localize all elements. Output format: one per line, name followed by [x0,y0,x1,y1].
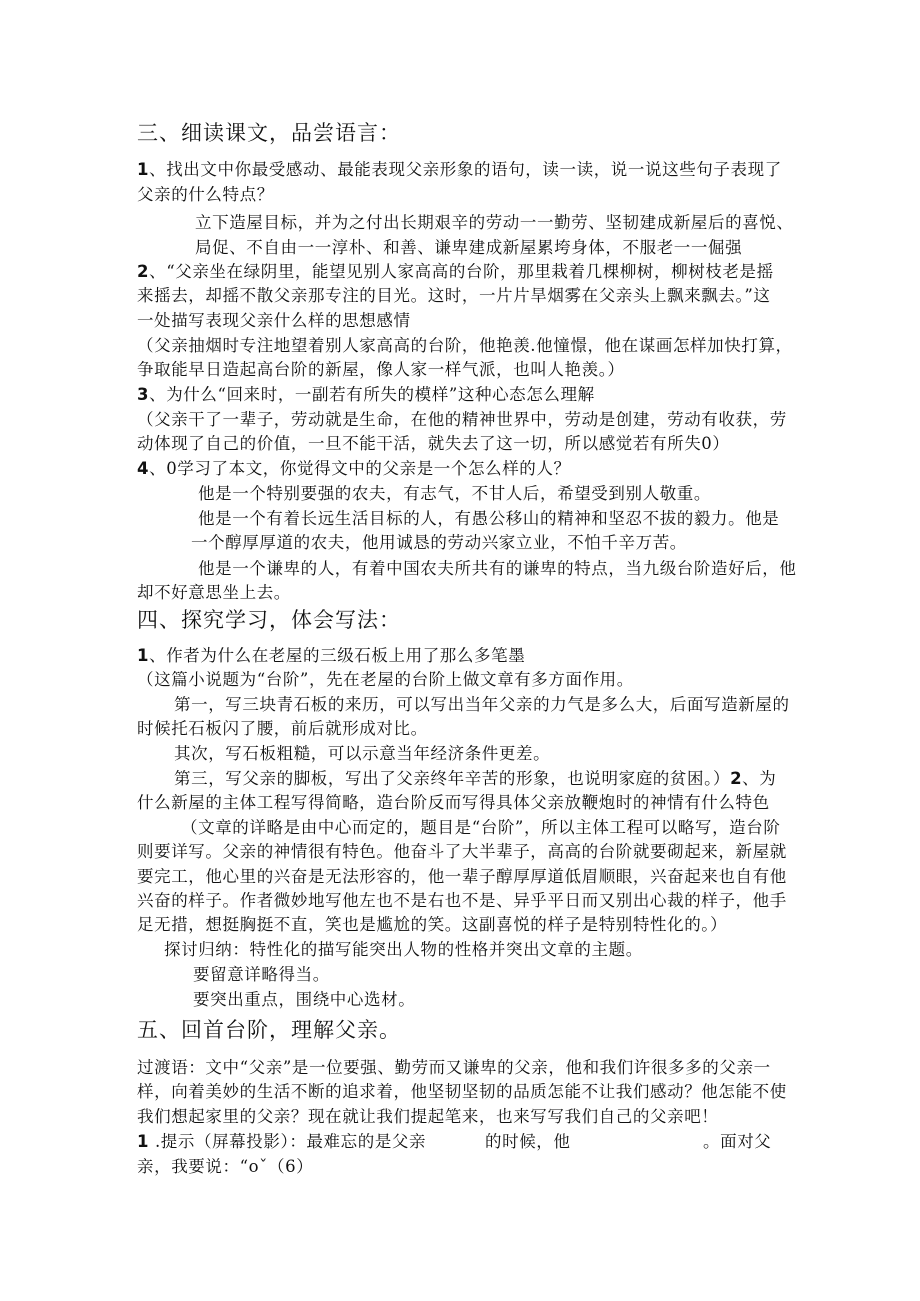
answer-4-2-line2: 则要详写。父亲的神情很有特色。他奋斗了大半辈子，高高的台阶就要砌起来，新屋就 [137,842,787,861]
prompt-text-c: 。面对父 [703,1132,772,1151]
question-3-1 [137,159,782,181]
question-3-4 [137,458,571,480]
answer-4-2-line1: （文章的详略是由中心而定的，题目是“台阶”，所以主体工程可以略写，造台阶 [181,818,781,837]
section-heading-5: 五、回首台阶，理解父亲。 [137,1018,401,1042]
question-text: 、为 [742,769,777,788]
answer-3-4-line4: 他是一个谦卑的人，有着中国农夫所共有的谦卑的特点，当九级台阶造好后，他 [198,559,797,578]
question-3-2-cont2: 一处描写表现父亲什么样的思想感情 [137,311,411,330]
answer-3-2-line1: （父亲抽烟时专注地望着别人家高高的台阶，他艳羡.他憧憬，他在谋画怎样加快打算， [137,336,793,355]
question-text: 、为什么“回来时，一副若有所失的模样”这种心态怎么理解 [149,385,595,404]
question-number: 1 [137,160,150,179]
question-number: 2 [137,262,150,281]
summary-line1: 探讨归纳：特性化的描写能突出人物的性格并突出文章的主题。 [164,940,643,959]
transition-line2: 样，向着美妙的生活不断的追求着，他坚韧坚韧的品质怎能不让我们感动？他怎能不使 [137,1082,787,1101]
prompt-line1 [137,1131,426,1153]
answer-3-1-line1: 立下造屋目标，并为之付出长期艰辛的劳动一一勤劳、坚韧建成新屋后的喜悦、 [195,213,794,232]
question-number: 4 [137,459,150,478]
question-3-2 [137,261,774,283]
answer-text: 第三，写父亲的脚板，写出了父亲终年辛苦的形象，也说明家庭的贫困。） [174,769,731,788]
answer-3-4-line1: 他是一个特别要强的农夫，有志气，不甘人后，希望受到别人敬重。 [198,484,711,503]
question-3-1-cont: 父亲的什么特点？ [137,185,274,204]
answer-4-2-line5: 足无措，想挺胸挺不直，笑也是尴尬的笑。这副喜悦的样子是特别特性化的。） [137,915,728,934]
prompt-text-a: .提示（屏幕投影）：最难忘的是父亲 [149,1132,427,1151]
answer-4-1-line2: 第一，写三块青石板的来历，可以写出当年父亲的力气是多么大，后面写造新屋的 [174,695,790,714]
question-number: 2 [730,769,743,788]
prompt-line2: 亲，我要说：“oˇ（6） [137,1157,314,1176]
answer-3-1-line2: 局促、不自由一一淳朴、和善、谦卑建成新屋累垮身体，不服老一一倔强 [195,238,743,257]
question-4-2: 什么新屋的主体工程写得简略，造台阶反而写得具体父亲放鞭炮时的神情有什么特色 [137,793,770,812]
question-number: 3 [137,385,150,404]
answer-3-4-line2: 他是一个有着长远生活目标的人，有愚公移山的精神和坚忍不拔的毅力。他是 [198,509,780,528]
transition-line1: 过渡语：文中“父亲”是一位要强、勤劳而又谦卑的父亲，他和我们许很多多的父亲一 [137,1058,771,1077]
answer-3-3-line2: 动体现了自己的价值，一旦不能干活，就失去了这一切，所以感觉若有所失0） [137,434,730,453]
question-4-1 [137,645,525,667]
answer-4-1-line1: （这篇小说题为“台阶”，先在老屋的台阶上做文章有多方面作用。 [137,670,634,689]
answer-3-4-line5: 却不好意思坐上去。 [137,583,291,602]
question-text: 、0学习了本文，你觉得文中的父亲是一个怎么样的人？ [149,459,571,478]
answer-3-2-line2: 争取能早日造起高台阶的新屋，像人家一样气派，也叫人艳羡。） [137,360,625,379]
question-text: 、找出文中你最受感动、最能表现父亲形象的语句，读一读，说一说这些句子表现了 [149,160,782,179]
section-heading-4: 四、探究学习，体会写法： [137,608,401,632]
answer-4-1-line5 [174,768,776,790]
answer-4-2-line4: 兴奋的样子。作者微妙地写他左也不是右也不是、异乎平日而又别出心裁的样子，他手 [137,891,787,910]
summary-line3: 要突出重点，围绕中心选材。 [193,990,416,1009]
transition-line3: 我们想起家里的父亲？现在就让我们提起笔来，也来写写我们自己的父亲吧！ [137,1107,719,1126]
question-3-2-cont1: 来摇去，却摇不散父亲那专注的目光。这时，一片片旱烟雾在父亲头上飘来飘去。”这 [137,286,771,305]
question-3-3 [137,384,595,406]
answer-3-3-line1: （父亲干了一辈子，劳动就是生命，在他的精神世界中，劳动是创建，劳动有收获，劳 [137,410,787,429]
answer-4-1-line4: 其次，写石板粗糙，可以示意当年经济条件更差。 [174,744,551,763]
answer-4-2-line3: 要完工，他心里的兴奋是无法形容的，他一辈子醇厚厚道低眉顺眼，兴奋起来也自有他 [137,867,787,886]
question-text: 、作者为什么在老屋的三级石板上用了那么多笔墨 [149,646,526,665]
summary-line2: 要留意详略得当。 [193,965,330,984]
prompt-text-b: 的时候，他 [485,1132,571,1151]
question-number: 1 [137,646,150,665]
question-text: 、“父亲坐在绿阴里，能望见别人家高高的台阶，那里栽着几棵柳树，柳树枝老是摇 [149,262,774,281]
answer-3-4-line3: 一个醇厚厚道的农夫，他用诚恳的劳动兴家立业，不怕千辛万苦。 [191,533,687,552]
section-heading-3: 三、细读课文，品尝语言： [137,121,401,145]
question-number: 1 [137,1132,150,1151]
answer-4-1-line3: 时候托石板闪了腰，前后就形成对比。 [137,719,428,738]
